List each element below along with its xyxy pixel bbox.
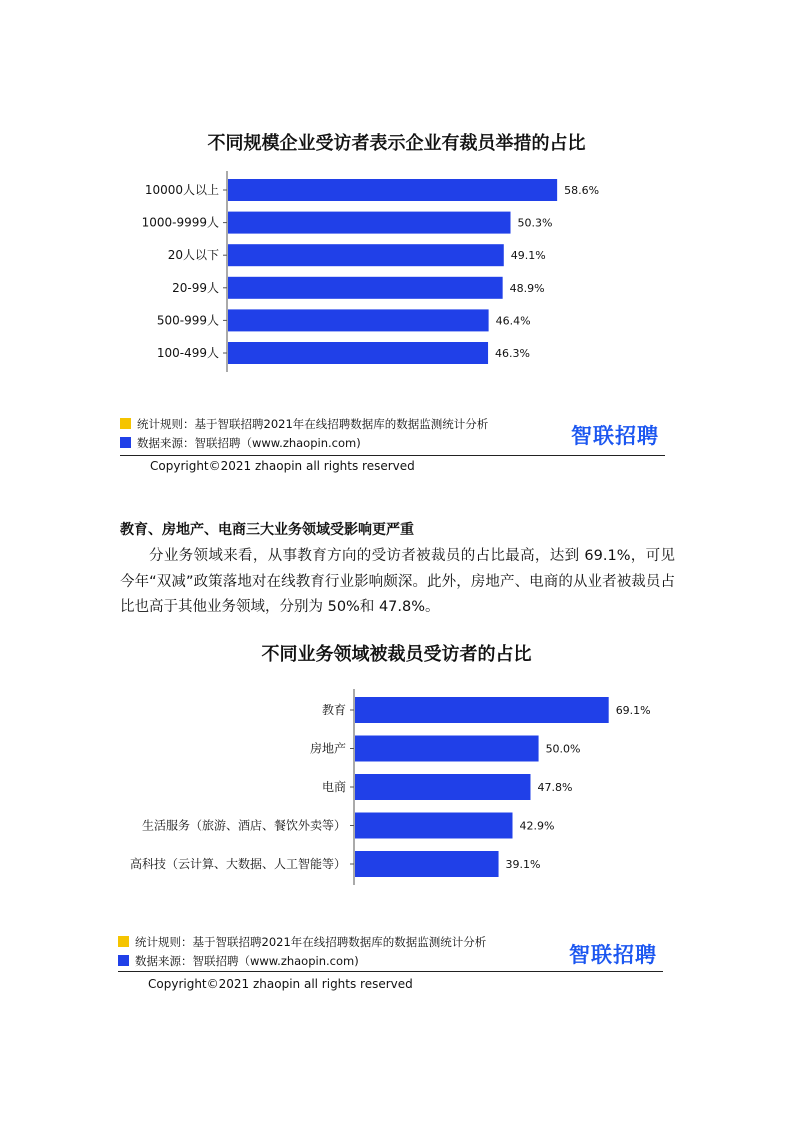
blue-square-icon	[118, 955, 129, 966]
chart2-title: 不同业务领域被裁员受访者的占比	[261, 644, 532, 665]
chart1-value-label: 50.3%	[517, 216, 553, 230]
section-heading: 教育、房地产、电商三大业务领域受影响更严重	[120, 522, 414, 538]
chart1-bar	[228, 309, 489, 331]
chart1-bar	[228, 244, 504, 266]
chart1-value-label: 48.9%	[509, 281, 545, 295]
chart2-value-label: 50.0%	[545, 742, 581, 756]
chart2-bar	[355, 813, 513, 839]
chart2-bar	[355, 774, 530, 800]
copyright-text: Copyright©2021 zhaopin all rights reserved	[150, 459, 415, 473]
chart2-value-label: 47.8%	[537, 781, 573, 794]
chart2-value-label: 39.1%	[505, 858, 541, 871]
chart1-bar	[228, 179, 557, 201]
blue-square-icon	[120, 437, 131, 448]
chart1-bar	[228, 342, 488, 364]
chart1-category-label: 10000人以上	[144, 183, 219, 197]
chart2-plot	[0, 684, 793, 894]
chart2-value-label: 69.1%	[615, 704, 651, 717]
chart1-bar	[228, 212, 511, 234]
chart1-category-label: 100-499人	[156, 346, 219, 360]
footer-divider	[120, 455, 665, 456]
chart2-value-label: 42.9%	[519, 819, 555, 833]
chart1-category-label: 500-999人	[156, 313, 219, 328]
footer-divider-2	[118, 971, 663, 972]
zhaopin-logo-2: 智联招聘	[569, 943, 657, 967]
data-source-text-2: 数据来源：智联招聘（www.zhaopin.com)	[135, 953, 359, 968]
chart2-category-label: 生活服务（旅游、酒店、餐饮外卖等）	[141, 818, 346, 833]
chart1-value-label: 58.6%	[564, 184, 600, 197]
chart2-bar	[355, 851, 499, 877]
chart1-value-label: 46.4%	[495, 314, 531, 328]
copyright-text-2: Copyright©2021 zhaopin all rights reserved	[148, 977, 413, 991]
chart2-category-label: 高科技（云计算、大数据、人工智能等）	[129, 857, 346, 871]
chart2-category-label: 房地产	[309, 741, 346, 756]
yellow-square-icon	[120, 418, 131, 429]
section-paragraph: 分业务领域来看，从事教育方向的受访者被裁员的占比最高，达到 69.1%，可见今年“双减”政策落地对在线教育行业影响颇深。此外，房地产、电商的从业者被裁员占比也高于其他业务领域，分别为 50%和 47.8%。	[120, 548, 675, 615]
chart1-value-label: 49.1%	[510, 249, 546, 263]
chart2-bar	[355, 736, 539, 762]
zhaopin-logo: 智联招聘	[571, 424, 659, 448]
chart1-value-label: 46.3%	[495, 347, 531, 360]
chart2-category-label: 电商	[321, 780, 346, 794]
chart1-category-label: 20-99人	[172, 280, 219, 295]
chart2-category-label: 教育	[321, 703, 346, 717]
data-source-text: 数据来源：智联招聘（www.zhaopin.com)	[137, 435, 361, 450]
chart2-bar	[355, 697, 609, 723]
chart1-plot	[0, 170, 793, 380]
stat-rule-text: 统计规则：基于智联招聘2021年在线招聘数据库的数据监测统计分析	[137, 416, 489, 431]
chart2-footer	[118, 932, 663, 994]
stat-rule-text-2: 统计规则：基于智联招聘2021年在线招聘数据库的数据监测统计分析	[135, 934, 487, 949]
chart1-category-label: 20人以下	[167, 248, 219, 263]
chart1-category-label: 1000-9999人	[141, 215, 219, 230]
yellow-square-icon	[118, 936, 129, 947]
chart1-title: 不同规模企业受访者表示企业有裁员举措的占比	[207, 133, 586, 154]
chart1-footer	[120, 414, 665, 474]
chart1-bar	[228, 277, 503, 299]
